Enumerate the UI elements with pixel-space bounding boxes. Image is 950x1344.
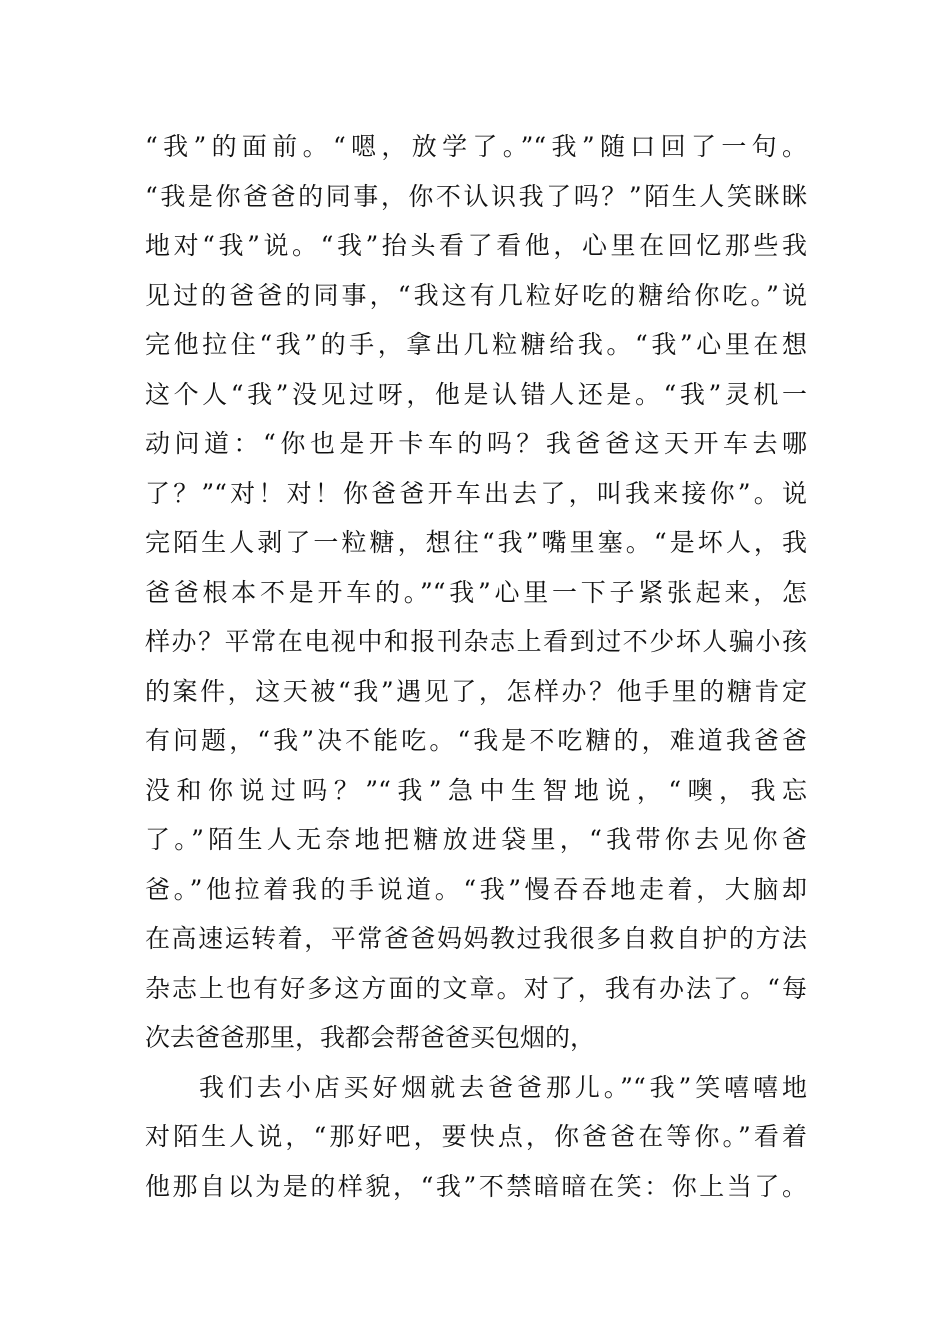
text-line: 杂志上也有好多这方面的文章。对了，我有办法了。“每 <box>145 973 807 1003</box>
text-line: 对陌生人说，“那好吧，要快点，你爸爸在等你。”看着 <box>145 1122 807 1151</box>
text-line: 完他拉住“我”的手，拿出几粒糖给我。“我”心里在想 <box>145 330 807 359</box>
text-line: 动问道：“你也是开卡车的吗？我爸爸这天开车去哪 <box>145 429 807 458</box>
text-line: 见过的爸爸的同事，“我这有几粒好吃的糖给你吃。”说 <box>145 280 807 310</box>
text-line: 他那自以为是的样貌，“我”不禁暗暗在笑：你上当了。 <box>145 1171 807 1201</box>
text-line: “我是你爸爸的同事，你不认识我了吗？”陌生人笑眯眯 <box>145 181 807 211</box>
text-line: 没和你说过吗？”“我”急中生智地说，“噢，我忘 <box>145 775 807 805</box>
text-line: 这个人“我”没见过呀，他是认错人还是。“我”灵机一 <box>145 379 807 409</box>
text-line: “我”的面前。“嗯，放学了。”“我”随口回了一句。 <box>145 132 807 161</box>
text-line: 样办？平常在电视中和报刊杂志上看到过不少坏人骗小孩 <box>145 627 807 656</box>
text-line: 的案件，这天被“我”遇见了，怎样办？他手里的糖肯定 <box>145 676 807 706</box>
text-line: 完陌生人剥了一粒糖，想往“我”嘴里塞。“是坏人，我 <box>145 528 807 557</box>
body-text <box>145 122 807 1211</box>
text-line: 了？”“对！对！你爸爸开车出去了，叫我来接你”。说 <box>145 478 807 508</box>
text-line: 在高速运转着，平常爸爸妈妈教过我很多自救自护的方法 <box>145 924 807 953</box>
text-line: 了。”陌生人无奈地把糖放进袋里，“我带你去见你爸 <box>145 825 807 854</box>
text-line: 地对“我”说。“我”抬头看了看他，心里在回忆那些我 <box>145 231 807 260</box>
text-line: 我们去小店买好烟就去爸爸那儿。”“我”笑嘻嘻地 <box>199 1072 807 1102</box>
text-line: 次去爸爸那里，我都会帮爸爸买包烟的， <box>145 1023 596 1052</box>
text-line: 爸。”他拉着我的手说道。“我”慢吞吞地走着，大脑却 <box>145 874 807 904</box>
text-line: 有问题，“我”决不能吃。“我是不吃糖的，难道我爸爸 <box>145 726 807 755</box>
text-line: 爸爸根本不是开车的。”“我”心里一下子紧张起来，怎 <box>145 577 807 607</box>
